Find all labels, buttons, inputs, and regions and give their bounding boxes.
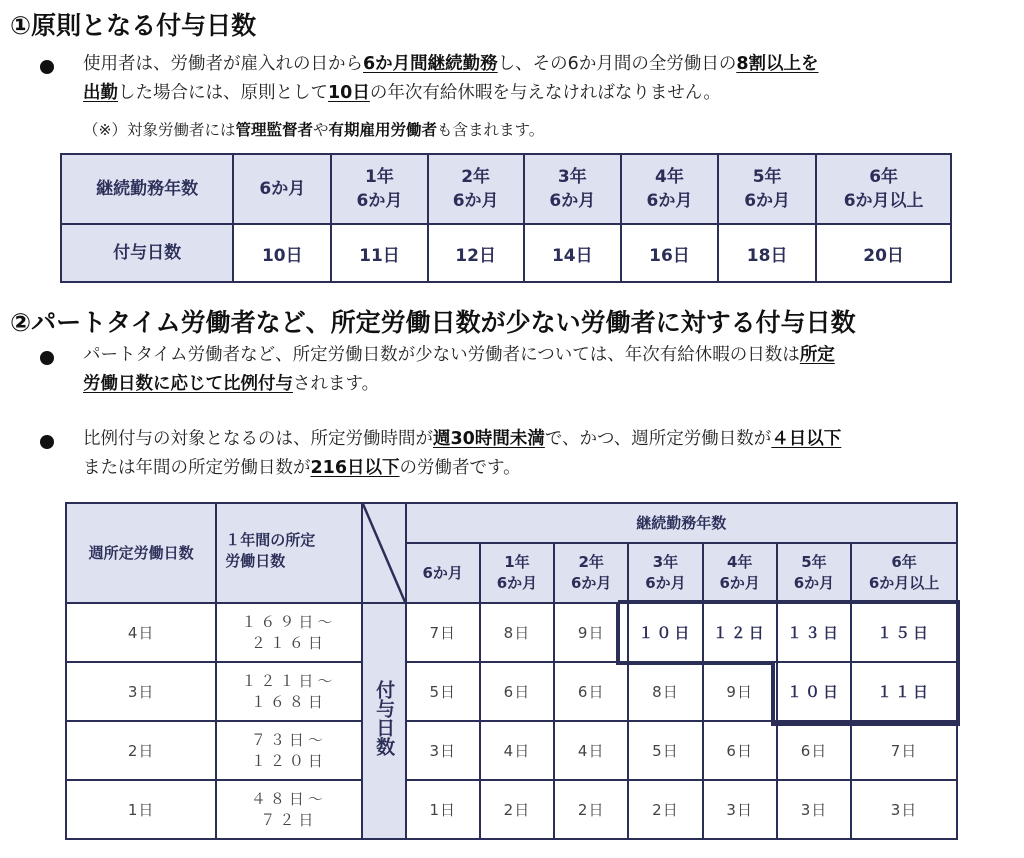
table-cell: 12日	[428, 224, 524, 282]
table-cell: 10日	[233, 224, 331, 282]
table-cell: 5日	[406, 662, 480, 721]
emphasis: 8割以上を	[736, 54, 819, 74]
text: パートタイム労働者など、所定労働日数が少ない労働者については、年次有給休暇の日数は	[83, 345, 800, 365]
column-header: 3年 6か月	[628, 543, 702, 603]
table-cell: 3日	[406, 721, 480, 780]
column-header: 2年 6か月	[554, 543, 628, 603]
table-cell: 16日	[621, 224, 718, 282]
table-cell: 20日	[816, 224, 951, 282]
table-cell: 3日	[703, 780, 777, 839]
weekly-days-cell: 3日	[66, 662, 216, 721]
table-cell: 7日	[851, 721, 957, 780]
text: されます。	[293, 374, 380, 394]
emphasis: ４日以下	[771, 429, 842, 449]
table-cell: 4日	[554, 721, 628, 780]
header-weekly-days: 週所定労働日数	[66, 503, 216, 603]
table-cell: 8日	[628, 662, 702, 721]
weekly-days-cell: 4日	[66, 603, 216, 662]
column-header: 1年 6か月	[480, 543, 554, 603]
annual-days-cell: １２１日～ １６８日	[216, 662, 361, 721]
text: した場合には、原則として	[118, 83, 328, 103]
table-cell: 18日	[718, 224, 816, 282]
row-header-days: 付与日数	[61, 224, 233, 282]
table-cell-highlight: １１日	[851, 662, 957, 721]
column-header: 4年 6か月	[621, 154, 718, 224]
text: （※）対象労働者には	[83, 121, 236, 139]
table-cell: 5日	[628, 721, 702, 780]
table-cell-highlight: １５日	[851, 603, 957, 662]
table-cell: 2日	[554, 780, 628, 839]
emphasis: 労働日数に応じて比例付与	[83, 374, 293, 394]
text: や	[313, 121, 329, 139]
text: の年次有給休暇を与えなければなりません。	[369, 83, 721, 103]
table-cell: 8日	[480, 603, 554, 662]
table-cell: 3日	[851, 780, 957, 839]
section1-heading: ①原則となる付与日数	[10, 11, 257, 40]
text: の労働者です。	[399, 458, 521, 478]
table-cell: 6日	[480, 662, 554, 721]
column-header: 3年 6か月	[524, 154, 621, 224]
column-header: 6か月	[406, 543, 480, 603]
table-cell-highlight: １０日	[628, 603, 702, 662]
column-header: 6年 6か月以上	[816, 154, 951, 224]
emphasis: 所定	[799, 345, 835, 365]
table-cell: 2日	[628, 780, 702, 839]
table-cell: 1日	[406, 780, 480, 839]
column-header: 2年 6か月	[428, 154, 524, 224]
emphasis: 有期雇用労働者	[328, 121, 438, 139]
column-header: 6年 6か月以上	[851, 543, 957, 603]
weekly-days-cell: 1日	[66, 780, 216, 839]
table-cell: 7日	[406, 603, 480, 662]
emphasis: 出勤	[83, 83, 118, 103]
table-cell-highlight: １０日	[777, 662, 851, 721]
annual-days-cell: １６９日～ ２１６日	[216, 603, 361, 662]
annual-days-cell: ４８日～ ７２日	[216, 780, 361, 839]
text: 使用者は、労働者が雇入れの日から	[83, 54, 363, 74]
table-cell: 3日	[777, 780, 851, 839]
table-cell: 2日	[480, 780, 554, 839]
table-cell: 9日	[554, 603, 628, 662]
table-cell: 6日	[777, 721, 851, 780]
table-cell-highlight: １３日	[777, 603, 851, 662]
weekly-days-cell: 2日	[66, 721, 216, 780]
column-header: 5年 6か月	[718, 154, 816, 224]
table-cell: 9日	[703, 662, 777, 721]
emphasis: 216日以下	[310, 458, 400, 478]
text: または年間の所定労働日数が	[83, 458, 311, 478]
column-header: 1年 6か月	[331, 154, 427, 224]
side-label-granted-days: 付与日数	[362, 603, 406, 839]
emphasis: 管理監督者	[235, 121, 314, 139]
column-header: 4年 6か月	[703, 543, 777, 603]
row-header-years: 継続勤務年数	[61, 154, 233, 224]
table-cell-highlight: １２日	[703, 603, 777, 662]
table-cell: 6日	[703, 721, 777, 780]
header-annual-days: １年間の所定 労働日数	[216, 503, 361, 603]
text: 比例付与の対象となるのは、所定労働時間が	[83, 429, 433, 449]
table-cell: 6日	[554, 662, 628, 721]
emphasis: 週30時間未満	[433, 429, 545, 449]
column-header: 5年 6か月	[777, 543, 851, 603]
emphasis: 10日	[328, 83, 370, 103]
column-header: 6か月	[233, 154, 331, 224]
table-cell: 14日	[524, 224, 621, 282]
text: し、その6か月間の全労働日の	[497, 54, 737, 74]
emphasis: 6か月間継続勤務	[363, 54, 498, 74]
annual-days-cell: ７３日～ １２０日	[216, 721, 361, 780]
table-cell: 4日	[480, 721, 554, 780]
section2-heading: ②パートタイム労働者など、所定労働日数が少ない労働者に対する付与日数	[10, 308, 856, 337]
text: も含まれます。	[437, 121, 545, 139]
header-years: 継続勤務年数	[406, 503, 957, 543]
text: で、かつ、週所定労働日数が	[544, 429, 772, 449]
table-cell: 11日	[331, 224, 427, 282]
